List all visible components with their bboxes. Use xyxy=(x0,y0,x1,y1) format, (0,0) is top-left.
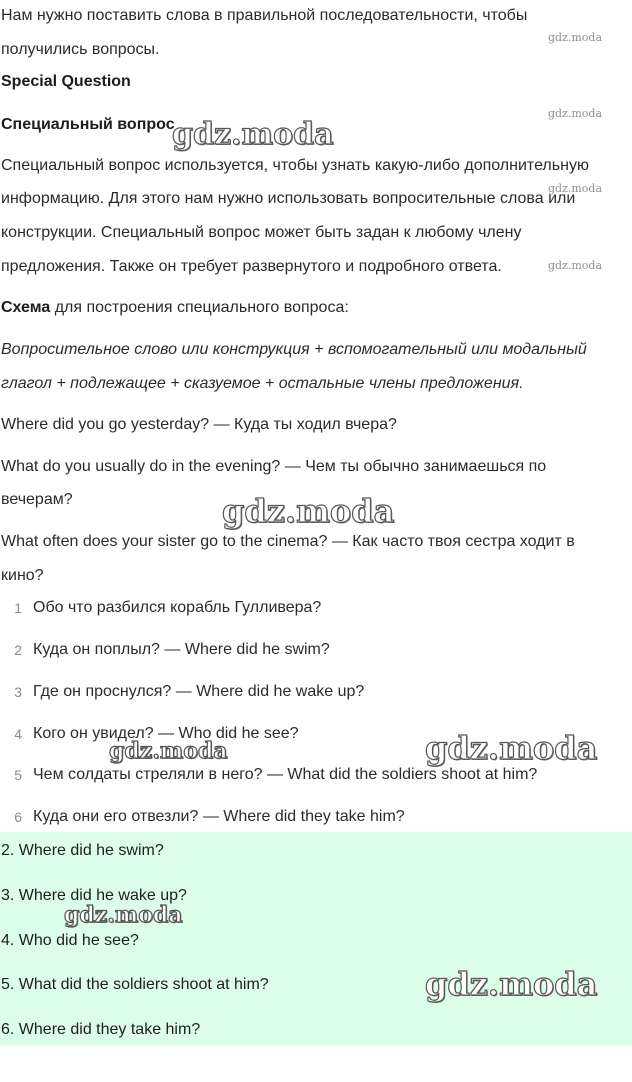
list-item-number: 6 xyxy=(14,809,22,825)
example-1: Where did you go yesterday? — Куда ты ходил вчера? xyxy=(1,416,397,433)
answer-item: 4. Who did he see? xyxy=(1,932,139,949)
definition-line-1: Специальный вопрос используется, чтобы узнать какую-либо дополнительную xyxy=(1,157,589,174)
answer-item: 3. Where did he wake up? xyxy=(1,887,187,904)
list-item xyxy=(0,598,632,618)
watermark-medium: gdz.moda xyxy=(109,738,228,764)
list-item-number: 5 xyxy=(14,767,22,783)
intro-line-1: Нам нужно поставить слова в правильной последовательности, чтобы xyxy=(1,7,528,24)
watermark-small: gdz.moda xyxy=(548,259,603,272)
watermark-large: gdz.moda xyxy=(425,729,598,767)
watermark-small: gdz.moda xyxy=(548,182,603,195)
list-item-text: Куда он поплыл? — Where did he swim? xyxy=(33,641,330,658)
answer-item: 6. Where did they take him? xyxy=(1,1021,201,1038)
list-item-text: Кого он увидел? — Who did he see? xyxy=(33,725,299,742)
answer-item: 5. What did the soldiers shoot at him? xyxy=(1,976,269,993)
example-3-line-1: What often does your sister go to the cinema? — Как часто твоя сестра ходит в xyxy=(1,533,575,550)
definition-line-2: информацию. Для этого нам нужно использовать вопросительные слова или xyxy=(1,190,576,207)
answers-block xyxy=(0,832,632,1046)
list-item-text: Куда они его отвезли? — Where did they take him? xyxy=(33,808,405,825)
list-item-number: 1 xyxy=(14,600,22,616)
list-item-number: 4 xyxy=(14,726,22,742)
list-item xyxy=(0,807,632,827)
definition-line-3: конструкции. Специальный вопрос может быть задан к любому члену xyxy=(1,224,522,241)
list-item-text: Обо что разбился корабль Гулливера? xyxy=(33,599,322,616)
list-item xyxy=(0,640,632,660)
example-2-line-1: What do you usually do in the evening? — Чем ты обычно занимаешься по xyxy=(1,458,547,475)
watermark-large: gdz.moda xyxy=(172,117,334,152)
watermark-small: gdz.moda xyxy=(548,31,603,44)
list-item-number: 2 xyxy=(14,642,22,658)
list-item xyxy=(0,765,632,785)
scheme-formula-line-1: Вопросительное слово или конструкция + вспомогательный или модальный xyxy=(1,341,587,358)
scheme-rest: для построения специального вопроса: xyxy=(50,299,349,316)
scheme-formula-line-2: глагол + подлежащее + сказуемое + остальные члены предложения. xyxy=(1,375,524,392)
scheme-bold: Схема xyxy=(1,299,51,316)
list-item xyxy=(0,682,632,702)
definition-line-4: предложения. Также он требует развернутого и подробного ответа. xyxy=(1,258,502,275)
list-item-text: Где он проснулся? — Where did he wake up? xyxy=(33,683,365,700)
example-3-line-2: кино? xyxy=(1,567,44,584)
heading-special-question-ru: Специальный вопрос xyxy=(1,116,175,133)
scheme-intro xyxy=(1,298,349,318)
answer-item: 2. Where did he swim? xyxy=(1,842,164,859)
intro-line-2: получились вопросы. xyxy=(1,41,160,58)
watermark-medium: gdz.moda xyxy=(64,902,183,928)
example-2-line-2: вечерам? xyxy=(1,491,73,508)
watermark-small: gdz.moda xyxy=(548,107,603,120)
watermark-large: gdz.moda xyxy=(425,965,598,1003)
heading-special-question: Special Question xyxy=(1,73,131,90)
watermark-large: gdz.moda xyxy=(222,492,395,530)
list-item-text: Чем солдаты стреляли в него? — What did the soldiers shoot at him? xyxy=(33,766,538,783)
list-item-number: 3 xyxy=(14,684,22,700)
